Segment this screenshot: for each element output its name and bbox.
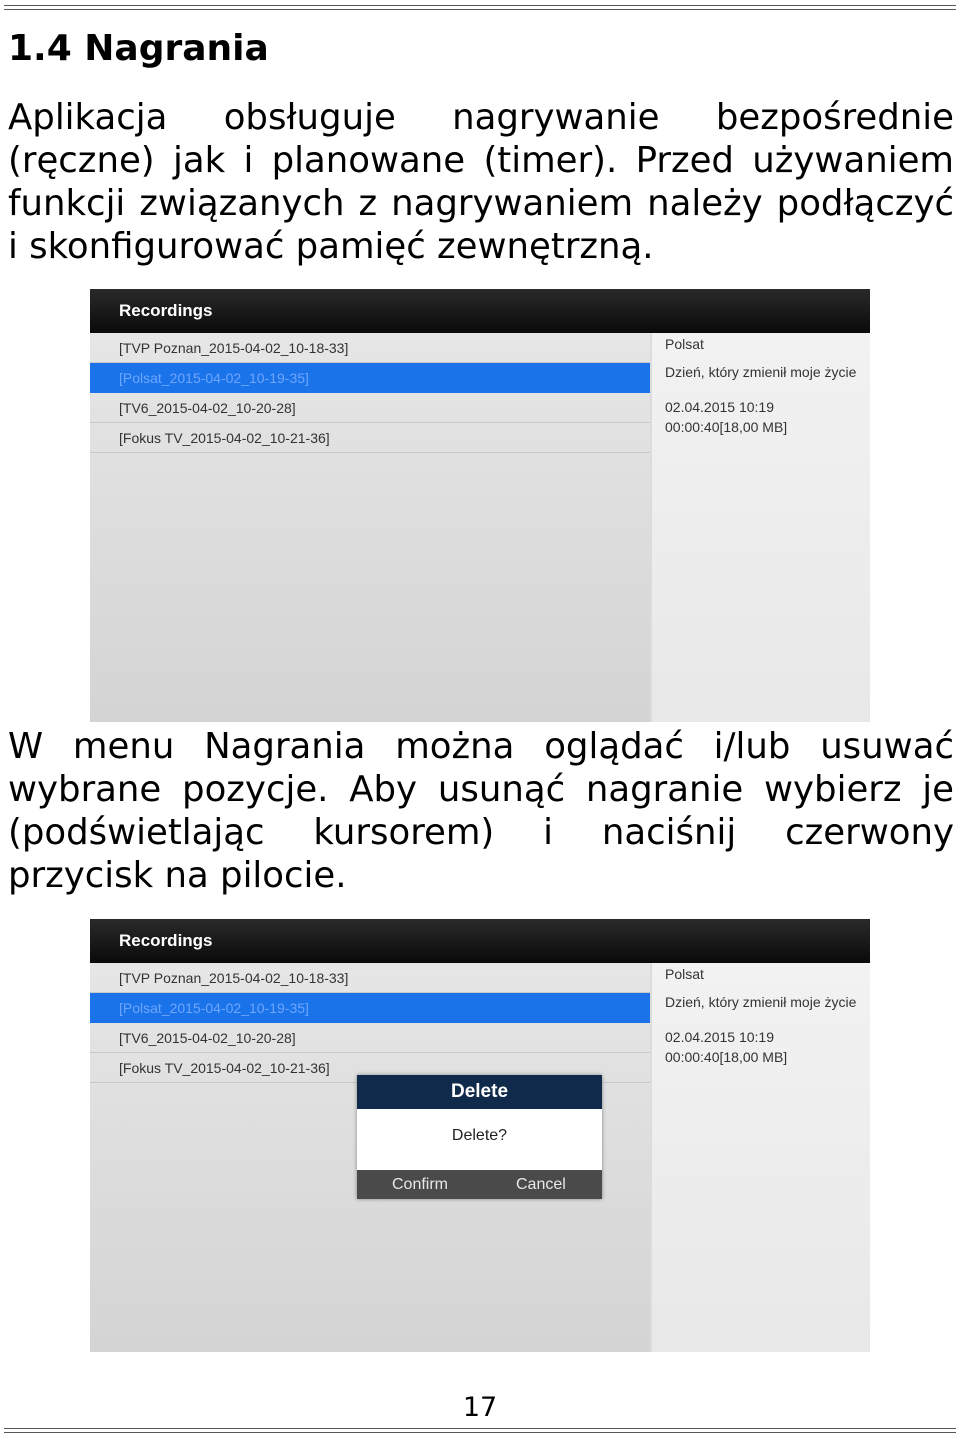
page-number: 17 — [462, 1392, 498, 1423]
detail-duration-size: 00:00:40[18,00 MB] — [665, 1049, 788, 1065]
recording-item[interactable]: [TVP Poznan_2015-04-02_10-18-33] — [90, 963, 650, 993]
detail-channel: Polsat — [665, 336, 704, 352]
delete-dialog-buttons — [357, 1170, 602, 1199]
recording-item-selected[interactable]: [Polsat_2015-04-02_10-19-35] — [90, 993, 650, 1023]
paragraph-line: funkcji związanych z nagrywaniem należy podłączyć — [8, 183, 954, 224]
delete-dialog-message: Delete? — [451, 1127, 508, 1144]
paragraph-line: (ręczne) jak i planowane (timer). Przed używaniem — [8, 140, 954, 181]
recordings-screen-2 — [90, 919, 870, 1352]
paragraph-intro — [8, 96, 954, 268]
recordings-title: Recordings — [119, 301, 213, 320]
confirm-button[interactable]: Confirm — [392, 1176, 449, 1193]
paragraph-line: wybrane pozycje. Aby usunąć nagranie wybierz je — [8, 769, 954, 810]
detail-channel: Polsat — [665, 966, 704, 982]
recording-detail-panel — [652, 333, 870, 722]
recordings-list — [90, 333, 650, 722]
recordings-screen-1 — [90, 289, 870, 722]
bottom-rule — [4, 1428, 956, 1429]
recording-item[interactable]: [TV6_2015-04-02_10-20-28] — [90, 393, 650, 423]
recordings-titlebar — [90, 919, 870, 963]
detail-datetime: 02.04.2015 10:19 — [665, 1029, 774, 1045]
recording-detail-panel — [652, 963, 870, 1352]
recording-item[interactable]: [Fokus TV_2015-04-02_10-21-36] — [90, 423, 650, 453]
recording-item[interactable]: [Fokus TV_2015-04-02_10-21-36] — [90, 1053, 650, 1083]
recording-item[interactable]: [TVP Poznan_2015-04-02_10-18-33] — [90, 333, 650, 363]
detail-program: Dzień, który zmienił moje życie — [665, 994, 857, 1010]
recordings-title: Recordings — [119, 931, 213, 950]
recording-item-selected[interactable]: [Polsat_2015-04-02_10-19-35] — [90, 363, 650, 393]
detail-datetime: 02.04.2015 10:19 — [665, 399, 774, 415]
bottom-rule-2 — [4, 1432, 956, 1433]
paragraph-line: i skonfigurować pamięć zewnętrzną. — [8, 226, 654, 267]
recordings-titlebar — [90, 289, 870, 333]
detail-program: Dzień, który zmienił moje życie — [665, 364, 857, 380]
top-rule-2 — [4, 9, 956, 10]
delete-dialog — [357, 1075, 602, 1199]
top-rule — [4, 5, 956, 6]
section-heading: 1.4 Nagrania — [8, 28, 269, 69]
cancel-button[interactable]: Cancel — [516, 1176, 566, 1193]
delete-dialog-title: Delete — [357, 1075, 602, 1109]
paragraph-delete-instructions — [8, 725, 954, 897]
paragraph-line: przycisk na pilocie. — [8, 855, 347, 896]
paragraph-line: W menu Nagrania można oglądać i/lub usuwać — [8, 726, 954, 767]
paragraph-line: Aplikacja obsługuje nagrywanie bezpośrednie — [8, 97, 954, 138]
detail-duration-size: 00:00:40[18,00 MB] — [665, 419, 788, 435]
recording-item[interactable]: [TV6_2015-04-02_10-20-28] — [90, 1023, 650, 1053]
paragraph-line: (podświetlając kursorem) i naciśnij czerwony — [8, 812, 954, 853]
